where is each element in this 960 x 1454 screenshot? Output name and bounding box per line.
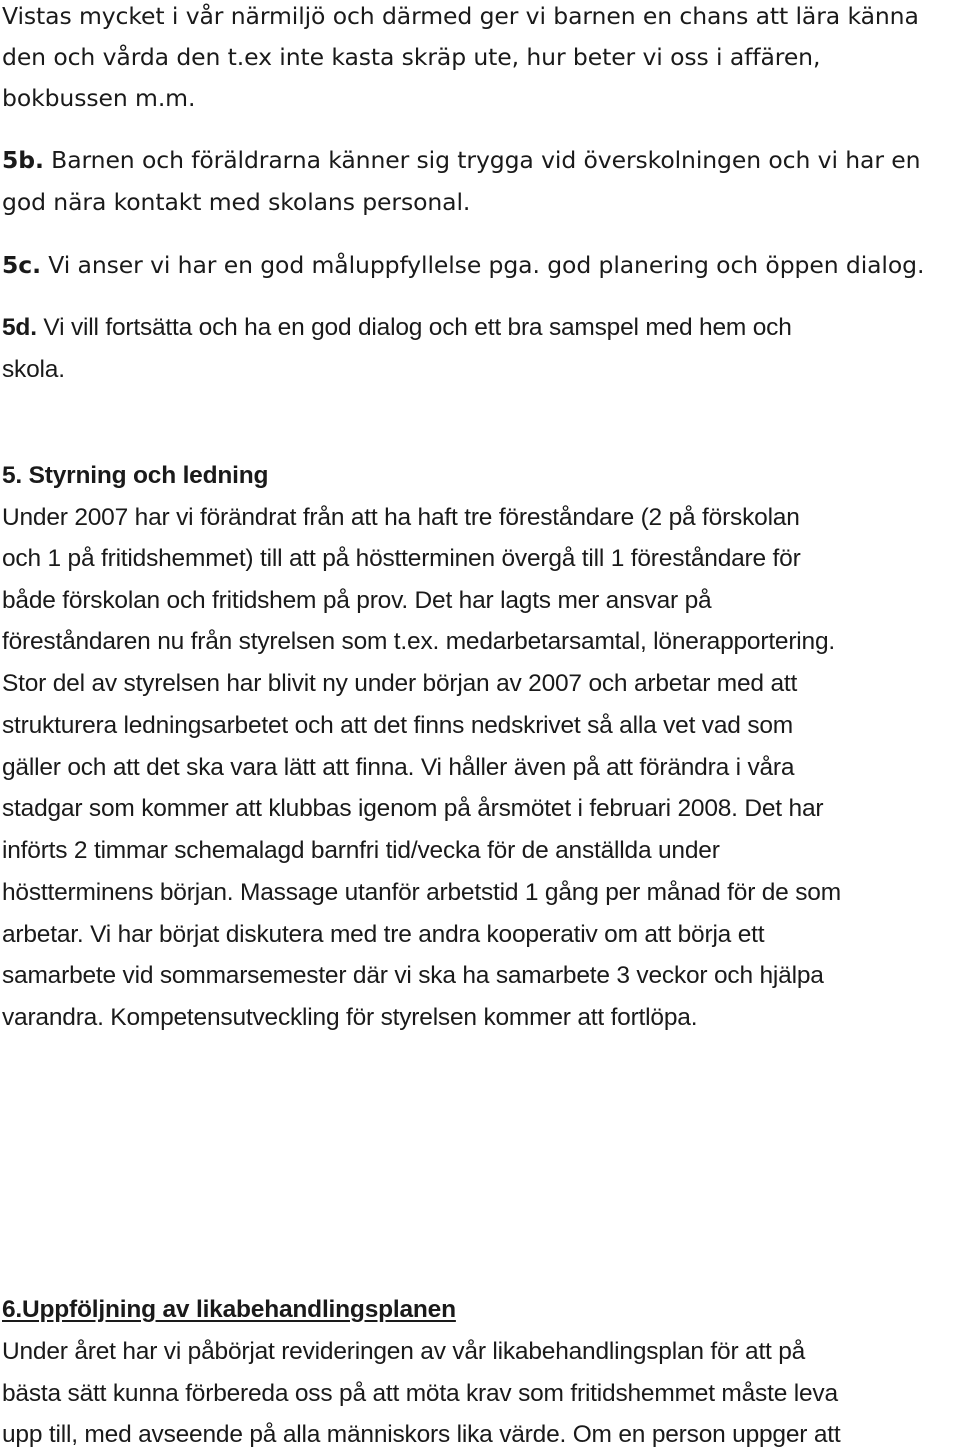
section-label: 5d.: [2, 314, 37, 341]
paragraph-line: Stor del av styrelsen har blivit ny under början av 2007 och arbetar med att: [2, 670, 798, 697]
section-label: 5b.: [2, 146, 44, 174]
paragraph-line: varandra. Kompetensutveckling för styrelsen kommer att fortlöpa.: [2, 1004, 698, 1031]
section-text: Vi anser vi har en god måluppfyllelse pga. god planering och öppen dialog.: [40, 251, 925, 279]
section-text: Barnen och föräldrarna känner sig trygga vid överskolningen och vi har en: [43, 146, 921, 174]
paragraph-line: den och vårda den t.ex inte kasta skräp ute, hur beter vi oss i affären,: [2, 43, 821, 71]
paragraph-line: bästa sätt kunna förbereda oss på att möta krav som fritidshemmet måste leva: [2, 1380, 838, 1407]
paragraph-line: både förskolan och fritidshem på prov. Det har lagts mer ansvar på: [2, 587, 712, 614]
paragraph-line: införts 2 timmar schemalagd barnfri tid/vecka för de anställda under: [2, 837, 720, 864]
paragraph-line: upp till, med avseende på alla människors lika värde. Om en person uppger att: [2, 1421, 841, 1448]
paragraph-line: god nära kontakt med skolans personal.: [2, 188, 471, 216]
paragraph-line: Vistas mycket i vår närmiljö och därmed ger vi barnen en chans att lära känna: [2, 2, 919, 30]
section-label: 5c.: [2, 251, 41, 279]
section-heading: 6.Uppföljning av likabehandlingsplanen: [2, 1296, 456, 1323]
section-5c-paragraph: [2, 251, 924, 279]
paragraph-line: skola.: [2, 356, 65, 383]
paragraph-line: samarbete vid sommarsemester där vi ska ha samarbete 3 veckor och hjälpa: [2, 962, 824, 989]
section-5d-paragraph: [2, 314, 792, 342]
paragraph-line: gäller och att det ska vara lätt att finna. Vi håller även på att förändra i våra: [2, 754, 795, 781]
section-5b-paragraph: [2, 146, 920, 174]
section-text: Vi vill fortsätta och ha en god dialog och ett bra samspel med hem och: [36, 314, 792, 341]
paragraph-line: arbetar. Vi har börjat diskutera med tre andra kooperativ om att börja ett: [2, 921, 765, 948]
paragraph-line: Under året har vi påbörjat revideringen av vår likabehandlingsplan för att på: [2, 1338, 806, 1365]
paragraph-line: höstterminens början. Massage utanför arbetstid 1 gång per månad för de som: [2, 879, 841, 906]
paragraph-line: stadgar som kommer att klubbas igenom på årsmötet i februari 2008. Det har: [2, 795, 824, 822]
paragraph-line: bokbussen m.m.: [2, 84, 196, 112]
paragraph-line: och 1 på fritidshemmet) till att på höstterminen övergå till 1 föreståndare för: [2, 545, 801, 572]
paragraph-line: föreståndaren nu från styrelsen som t.ex. medarbetarsamtal, lönerapportering.: [2, 628, 836, 655]
paragraph-line: strukturera ledningsarbetet och att det finns nedskrivet så alla vet vad som: [2, 712, 794, 739]
paragraph-line: Under 2007 har vi förändrat från att ha haft tre föreståndare (2 på förskolan: [2, 504, 800, 531]
section-heading: 5. Styrning och ledning: [2, 462, 269, 489]
